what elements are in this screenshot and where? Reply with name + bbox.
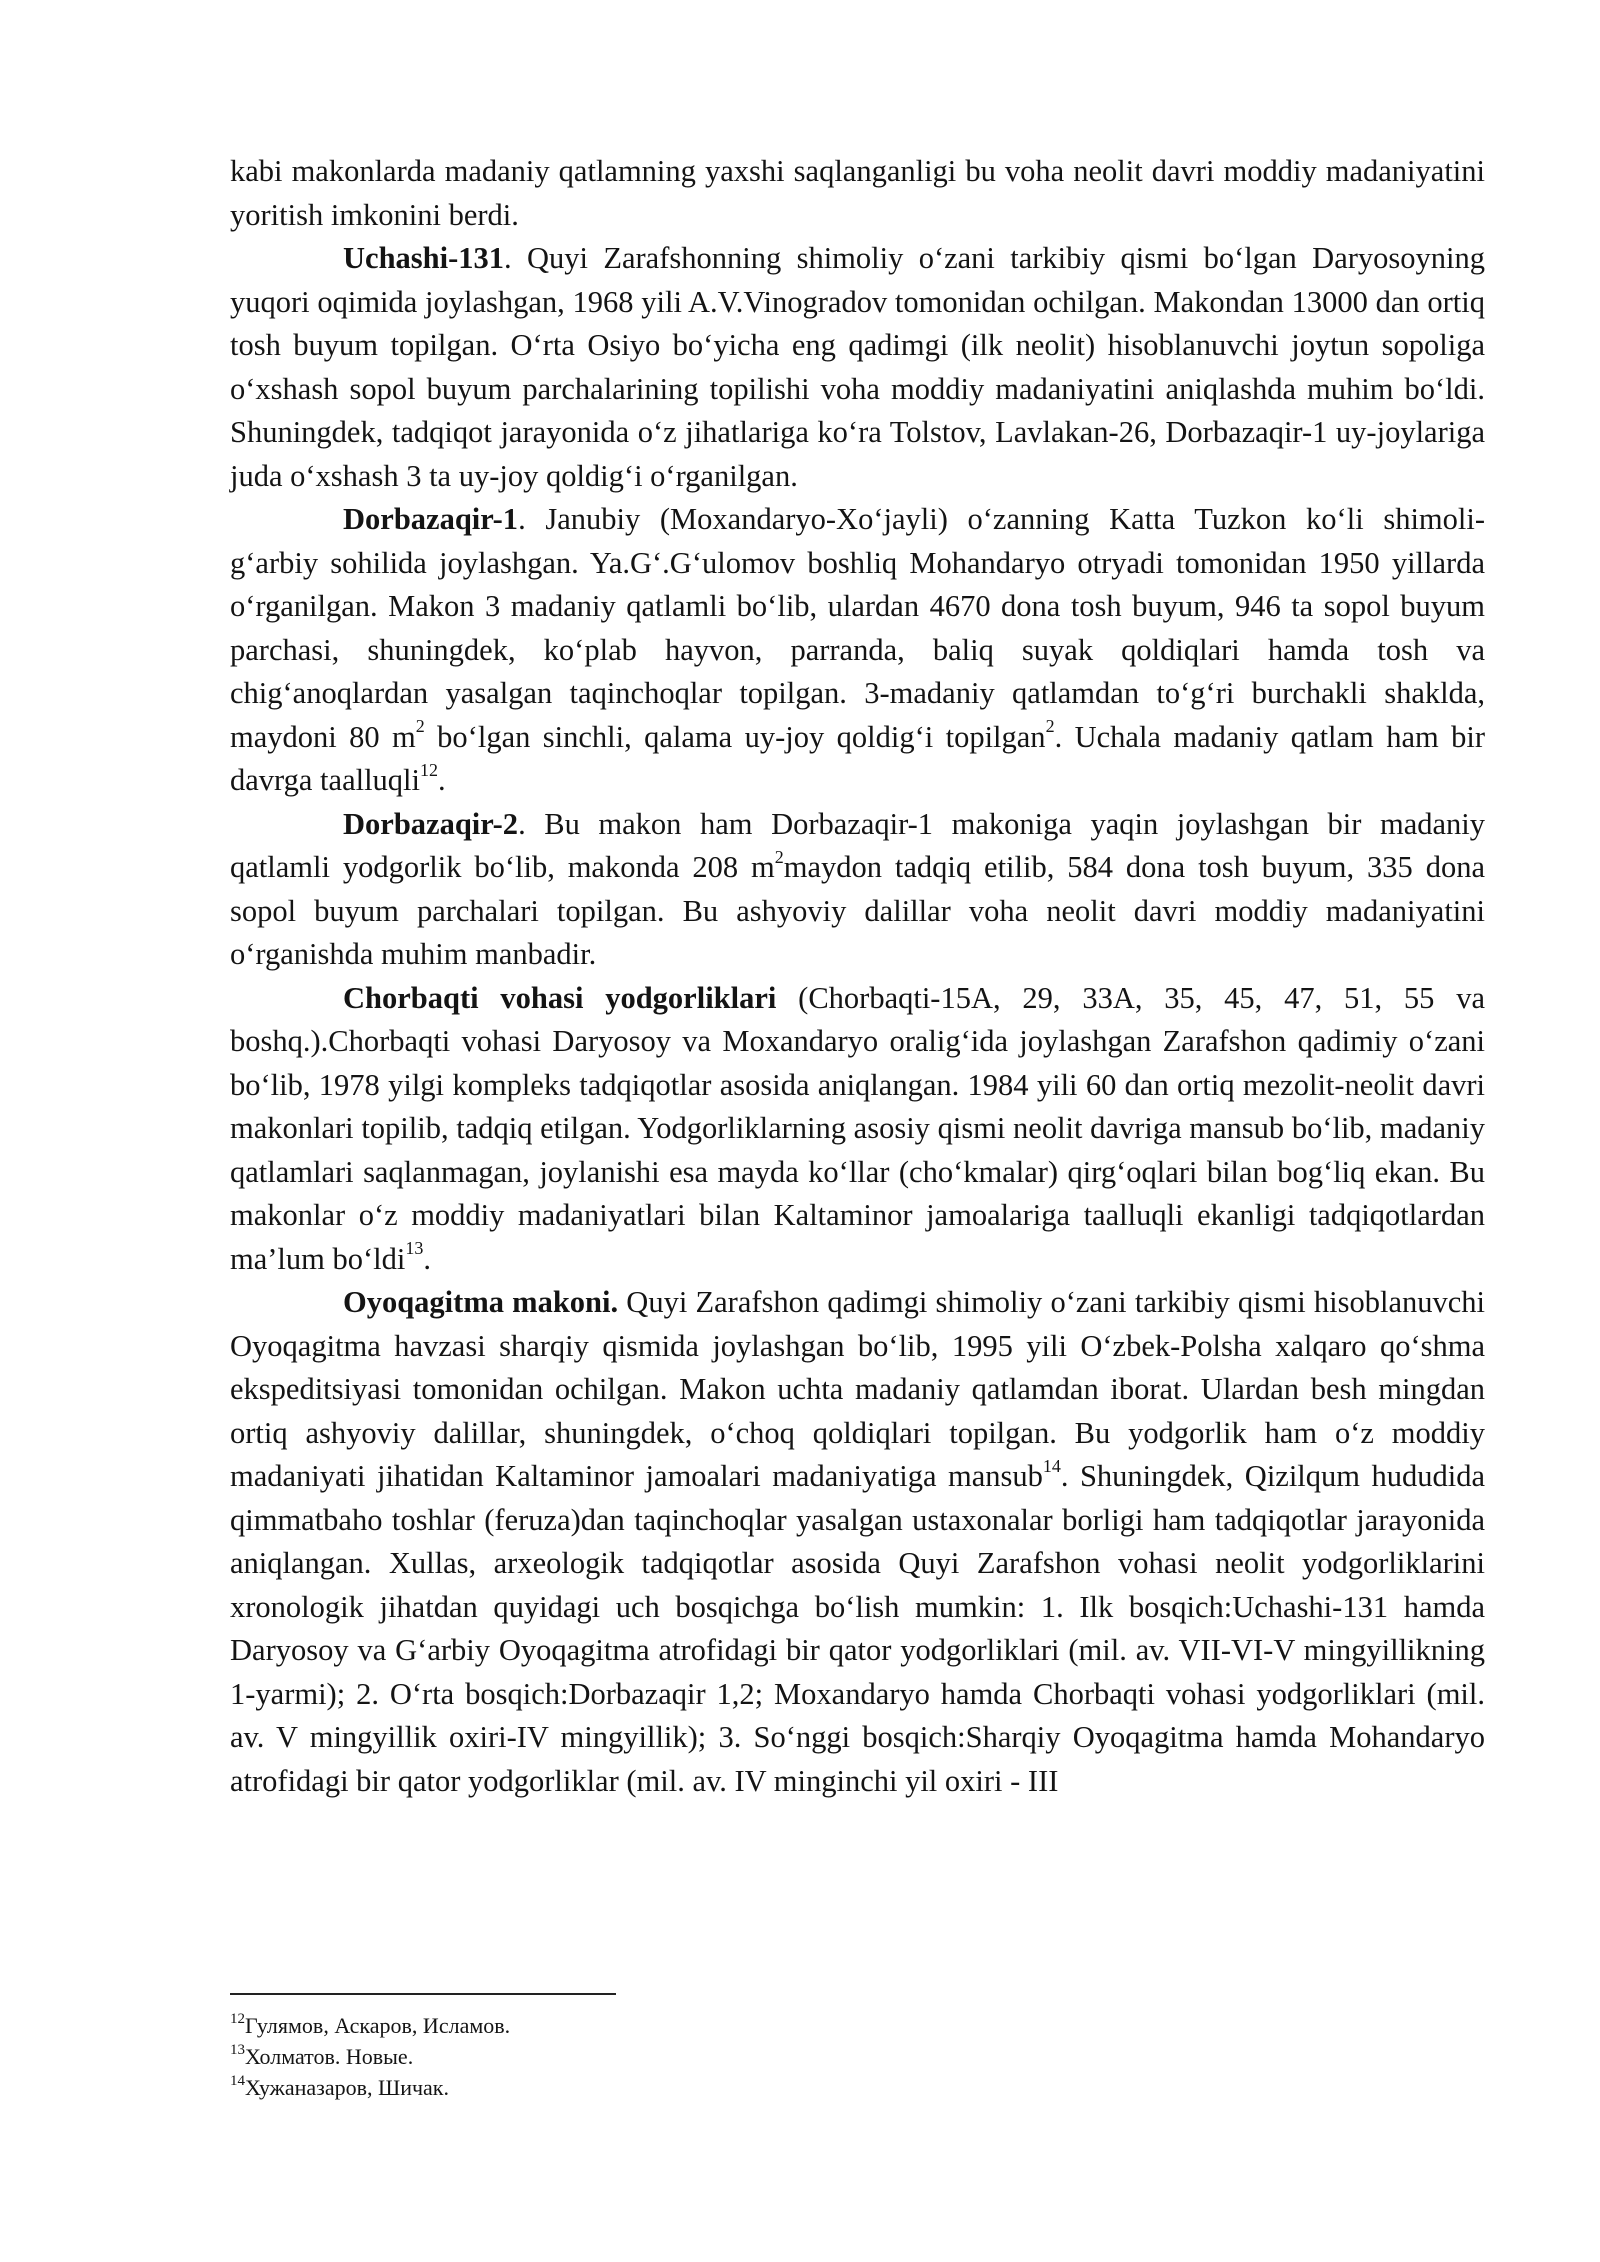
paragraph-text: (Chorbaqti-15A, 29, 33A, 35, 45, 47, 51, 55 va boshq.).Chorbaqti vohasi Daryosoy va Moxandaryo oralig‘ida joylashgan Zarafshon qadimiy o‘zani bo‘lib, 1978 yilgi kompleks tadqiqotlar asosida aniqlangan. 1984 yili 60 dan ortiq mezolit-neolit davri makonlari topilib, tadqiq etilgan. Yodgorliklarning asosiy qismi neolit davriga mansub bo‘lib, madaniy qatlamlari saqlanmagan, joylanishi esa mayda ko‘llar (cho‘kmalar) qirg‘oqlari bilan bog‘liq ekan. Bu makonlar o‘z moddiy madaniyatlari bilan Kaltaminor jamoalariga taalluqli ekanligi tadqiqotlardan ma’lum bo‘ldi [230, 980, 1485, 1276]
superscript: 2 [415, 716, 425, 737]
footnote-item [230, 2072, 1130, 2103]
paragraph-dorbazaqir-2 [230, 803, 1485, 977]
section-title: Dorbazaqir-1 [343, 502, 519, 536]
footnote-ref[interactable]: 12 [420, 759, 438, 780]
paragraph-text: maydon tadqiq etilib, 584 dona tosh buyum, 335 dona sopol buyum parchalari topilgan. Bu ashyoviy dalillar voha neolit davri moddiy madaniyatini o‘rganishda muhim manbadir. [230, 850, 1485, 971]
footnote-text: Хужаназаров, Шичак. [245, 2075, 449, 2100]
footnote-text: Гулямов, Аскаров, Исламов. [245, 2013, 511, 2038]
footnote-item [230, 2041, 1130, 2072]
paragraph-text: Quyi Zarafshon qadimgi shimoliy o‘zani tarkibiy qismi hisoblanuvchi Oyoqagitma havzasi sharqiy qismida joylashgan bo‘lib, 1995 yili O‘zbek-Polsha xalqaro qo‘shma ekspeditsiyasi tomonidan ochilgan. Makon uchta madaniy qatlamdan iborat. Ulardan besh mingdan ortiq ashyoviy dalillar, shuningdek, o‘choq qoldiqlari topilgan. Bu yodgorlik ham o‘z moddiy madaniyati jihatidan Kaltaminor jamoalari madaniyatiga mansub [230, 1285, 1486, 1493]
footnote-ref[interactable]: 2 [1045, 716, 1055, 737]
paragraph-text: . Uchala madaniy qatlam ham bir davrga taalluqli [230, 719, 1485, 797]
section-title: Oyoqagitma makoni. [343, 1285, 619, 1319]
paragraph-text: . Bu makon ham Dorbazaqir-1 makoniga yaqin joylashgan bir madaniy qatlamli yodgorlik bo‘lib, makonda 208 m [230, 806, 1485, 884]
footnote-separator [230, 1993, 616, 1995]
footnote-number: 14 [230, 2072, 245, 2089]
paragraph-text: . [423, 1241, 431, 1276]
footnote-item [230, 2010, 1130, 2041]
footnote-text: Холматов. Новые. [245, 2044, 414, 2069]
section-title: Uchashi-131 [343, 241, 504, 275]
paragraph-text: . Shuningdek, Qizilqum hududida qimmatbaho toshlar (feruza)dan taqinchoqlar yasalgan ustaxonalar borligi ham tadqiqotlar jarayonida aniqlangan. Xullas, arxeologik tadqiqotlar asosida Quyi Zarafshon vohasi neolit yodgorliklarini xronologik jihatdan quyidagi uch bosqichga bo‘lish mumkin: 1. Ilk bosqich:Uchashi-131 hamda Daryosoy va G‘arbiy Oyoqagitma atrofidagi bir qator yodgorliklari (mil. av. VII-VI-V mingyillikning 1-yarmi); 2. O‘rta bosqich:Dorbazaqir 1,2; Moxandaryo hamda Chorbaqti vohasi yodgorliklari (mil. av. V mingyillik oxiri-IV mingyillik); 3. So‘nggi bosqich:Sharqiy Oyoqagitma hamda Mohandaryo atrofidagi bir qator yodgorliklar (mil. av. IV minginchi yil oxiri - III [230, 1459, 1485, 1798]
paragraph-chorbaqti [230, 977, 1485, 1282]
paragraph-oyoqagitma [230, 1281, 1485, 1803]
paragraph-text: . Quyi Zarafshonning shimoliy o‘zani tarkibiy qismi bo‘lgan Daryosoyning yuqori oqimida joylashgan, 1968 yili A.V.Vinogradov tomonidan ochilgan. Makondan 13000 dan ortiq tosh buyum topilgan. O‘rta Osiyo bo‘yicha eng qadimgi (ilk neolit) hisoblanuvchi joytun sopoliga o‘xshash sopol buyum parchalarining topilishi voha moddiy madaniyatini aniqlashda muhim bo‘ldi. Shuningdek, tadqiqot jarayonida o‘z jihatlariga ko‘ra Tolstov, Lavlakan-26, Dorbazaqir-1 uy-joylariga juda o‘xshash 3 ta uy-joy qoldig‘i o‘rganilgan. [230, 241, 1485, 493]
footnote-ref[interactable]: 13 [405, 1238, 424, 1259]
paragraph-text: kabi makonlarda madaniy qatlamning yaxshi saqlanganligi bu voha neolit davri moddiy madaniyatini yoritish imkonini berdi. [230, 154, 1485, 232]
superscript: 2 [774, 846, 784, 867]
paragraph-text: bo‘lgan sinchli, qalama uy-joy qoldig‘i topilgan [424, 719, 1046, 754]
footnote-ref[interactable]: 14 [1042, 1455, 1061, 1476]
paragraph-intro [230, 150, 1485, 237]
footnotes [230, 2010, 1130, 2103]
section-title: Dorbazaqir-2 [343, 806, 519, 841]
document-body [230, 150, 1485, 1803]
footnote-number: 12 [230, 2010, 245, 2027]
section-title: Chorbaqti vohasi yodgorliklari [343, 980, 777, 1015]
footnote-number: 13 [230, 2041, 245, 2058]
paragraph-dorbazaqir-1 [230, 498, 1485, 803]
paragraph-text: . Janubiy (Moxandaryo-Xo‘jayli) o‘zanning Katta Tuzkon ko‘li shimoli-g‘arbiy sohilida joylashgan. Ya.G‘.G‘ulomov boshliq Mohandaryo otryadi tomonidan 1950 yillarda o‘rganilgan. Makon 3 madaniy qatlamli bo‘lib, ulardan 4670 dona tosh buyum, 946 ta sopol buyum parchasi, shuningdek, ko‘plab hayvon, parranda, baliq suyak qoldiqlari hamda tosh va chig‘anoqlardan yasalgan taqinchoqlar topilgan. 3-madaniy qatlamdan to‘g‘ri burchakli shaklda, maydoni 80 m [230, 502, 1485, 754]
paragraph-text: . [438, 763, 446, 797]
paragraph-uchashi [230, 237, 1485, 498]
